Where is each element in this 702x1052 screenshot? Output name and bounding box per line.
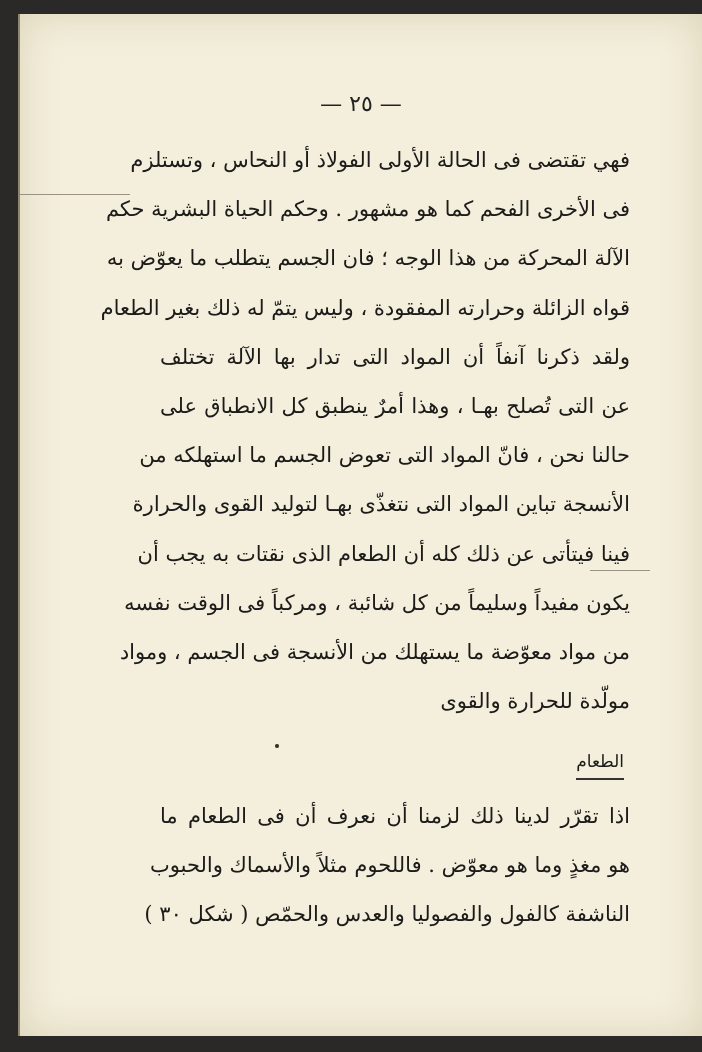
text-line: الأنسجة تباين المواد التى نتغذّى بهـا لتوليد القوى والحرارة xyxy=(132,492,630,517)
text-line: قواه الزائلة وحرارته المفقودة ، وليس يتمّ له ذلك بغير الطعام xyxy=(100,295,630,320)
paragraph-2 xyxy=(144,792,630,940)
text-line: فهي تقتضى فى الحالة الأولى الفولاذ أو النحاس ، وتستلزم xyxy=(130,148,630,172)
text-line: الآلة المحركة من هذا الوجه ؛ فان الجسم يتطلب ما يعوّض به xyxy=(106,246,630,271)
paragraph-1 xyxy=(100,136,630,726)
page-number: — ٢٥ — xyxy=(320,92,402,117)
text-line: ولقد ذكرنا آنفاً أن المواد التى تدار بها الآلة تختلف xyxy=(160,344,630,369)
text-line: عن التى تُصلح بهـا ، وهذا أمرٌ ينطبق كل الانطباق على xyxy=(160,393,630,418)
text-line: من مواد معوّضة ما يستهلك من الأنسجة فى الجسم ، ومواد xyxy=(119,639,630,664)
ink-dot xyxy=(275,744,279,748)
text-line: فينا فيتأتى عن ذلك كله أن الطعام الذى نقتات به يجب أن xyxy=(137,541,630,566)
text-line: مولّدة للحرارة والقوى xyxy=(440,689,630,714)
text-line: يكون مفيداً وسليماً من كل شائبة ، ومركباً فى الوقت نفسه xyxy=(124,590,630,615)
text-line: هو مغذٍ وما هو معوّض . فاللحوم مثلاً والأسماك والحبوب xyxy=(150,853,630,878)
text-line: اذا تقرّر لدينا ذلك لزمنا أن نعرف أن فى الطعام ما xyxy=(160,804,630,828)
text-line: حالنا نحن ، فانّ المواد التى تعوض الجسم ما استهلكه من xyxy=(139,443,630,468)
text-line: فى الأخرى الفحم كما هو مشهور . وحكم الحياة البشرية حكم xyxy=(105,197,630,222)
book-page xyxy=(18,14,702,1036)
section-heading: الطعام xyxy=(576,752,624,780)
text-line: الناشفة كالفول والفصوليا والعدس والحمّص ( شكل ٣٠ ) xyxy=(144,902,630,927)
